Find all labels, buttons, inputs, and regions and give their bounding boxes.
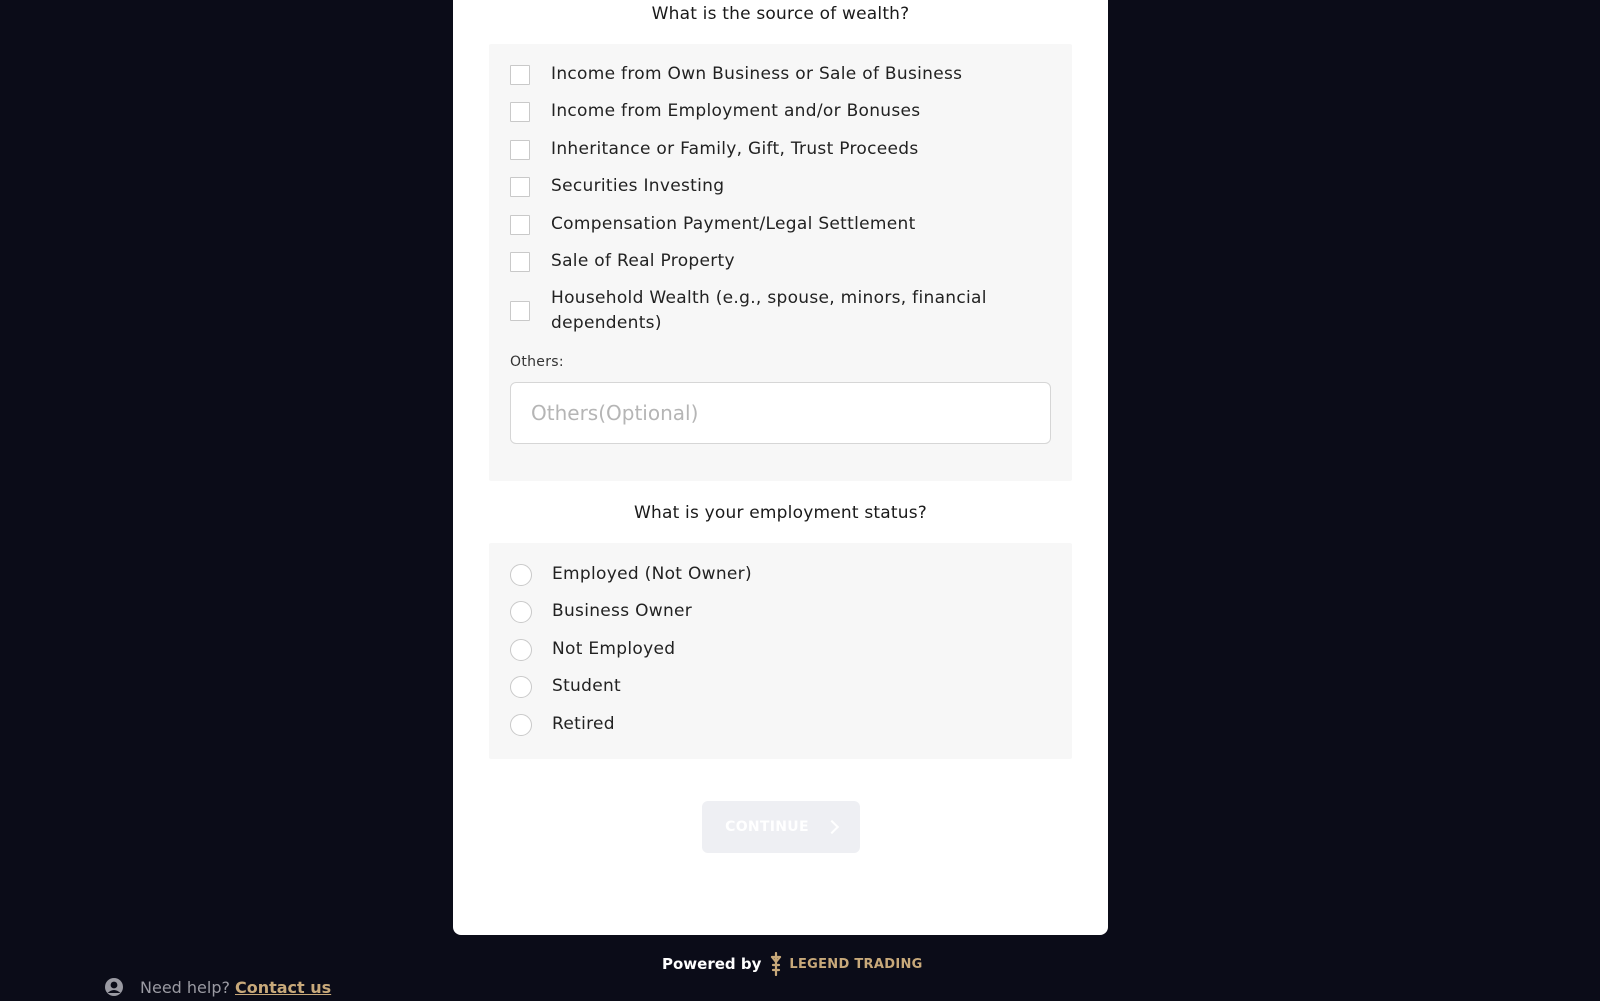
wealth-options-panel — [489, 44, 1072, 481]
wealth-option-inheritance[interactable] — [510, 137, 1050, 162]
checkbox[interactable] — [510, 252, 530, 272]
powered-by — [662, 952, 923, 976]
brand-name: LEGEND TRADING — [789, 956, 923, 972]
option-label: Business Owner — [552, 601, 693, 621]
radio[interactable] — [510, 601, 532, 623]
wealth-option-real-property[interactable] — [510, 249, 1050, 274]
continue-button[interactable] — [702, 801, 860, 853]
wealth-option-own-business[interactable] — [510, 62, 1050, 87]
employment-option-retired[interactable] — [510, 712, 1050, 737]
others-label: Others: — [510, 354, 564, 370]
option-label: Employed (Not Owner) — [552, 564, 752, 584]
option-label: Not Employed — [552, 639, 676, 659]
option-label: Household Wealth (e.g., spouse, minors, financial dependents) — [551, 288, 987, 333]
checkbox[interactable] — [510, 177, 530, 197]
employment-option-employed[interactable] — [510, 562, 1050, 587]
form-card — [453, 0, 1108, 935]
option-label: Securities Investing — [551, 176, 725, 196]
option-label: Income from Employment and/or Bonuses — [551, 101, 921, 121]
legend-trading-logo-icon — [769, 952, 783, 976]
chevron-right-icon — [825, 820, 839, 834]
others-input[interactable] — [510, 382, 1051, 444]
help-text: Need help? — [140, 977, 230, 997]
wealth-option-compensation[interactable] — [510, 212, 1050, 237]
contact-us-link[interactable]: Contact us — [234, 977, 332, 997]
wealth-option-employment[interactable] — [510, 99, 1050, 124]
powered-by-text: Powered by — [662, 955, 762, 973]
option-label: Inheritance or Family, Gift, Trust Proceeds — [551, 139, 919, 159]
employment-option-business-owner[interactable] — [510, 599, 1050, 624]
checkbox[interactable] — [510, 140, 530, 160]
option-label: Sale of Real Property — [551, 251, 735, 271]
wealth-question: What is the source of wealth? — [651, 4, 910, 24]
wealth-option-household[interactable] — [510, 286, 1000, 336]
employment-options-panel — [489, 543, 1072, 759]
option-label: Income from Own Business or Sale of Business — [551, 64, 963, 84]
radio[interactable] — [510, 714, 532, 736]
employment-option-not-employed[interactable] — [510, 637, 1050, 662]
support-agent-icon — [104, 977, 124, 997]
checkbox[interactable] — [510, 65, 530, 85]
checkbox[interactable] — [510, 215, 530, 235]
help-bar — [104, 977, 331, 997]
option-label: Compensation Payment/Legal Settlement — [551, 214, 916, 234]
checkbox[interactable] — [510, 102, 530, 122]
employment-option-student[interactable] — [510, 674, 1050, 699]
wealth-option-securities[interactable] — [510, 174, 1050, 199]
radio[interactable] — [510, 676, 532, 698]
option-label: Retired — [552, 714, 615, 734]
radio[interactable] — [510, 564, 532, 586]
option-label: Student — [552, 676, 622, 696]
employment-question: What is your employment status? — [633, 503, 927, 523]
checkbox[interactable] — [510, 301, 530, 321]
continue-label: CONTINUE — [725, 819, 809, 835]
radio[interactable] — [510, 639, 532, 661]
